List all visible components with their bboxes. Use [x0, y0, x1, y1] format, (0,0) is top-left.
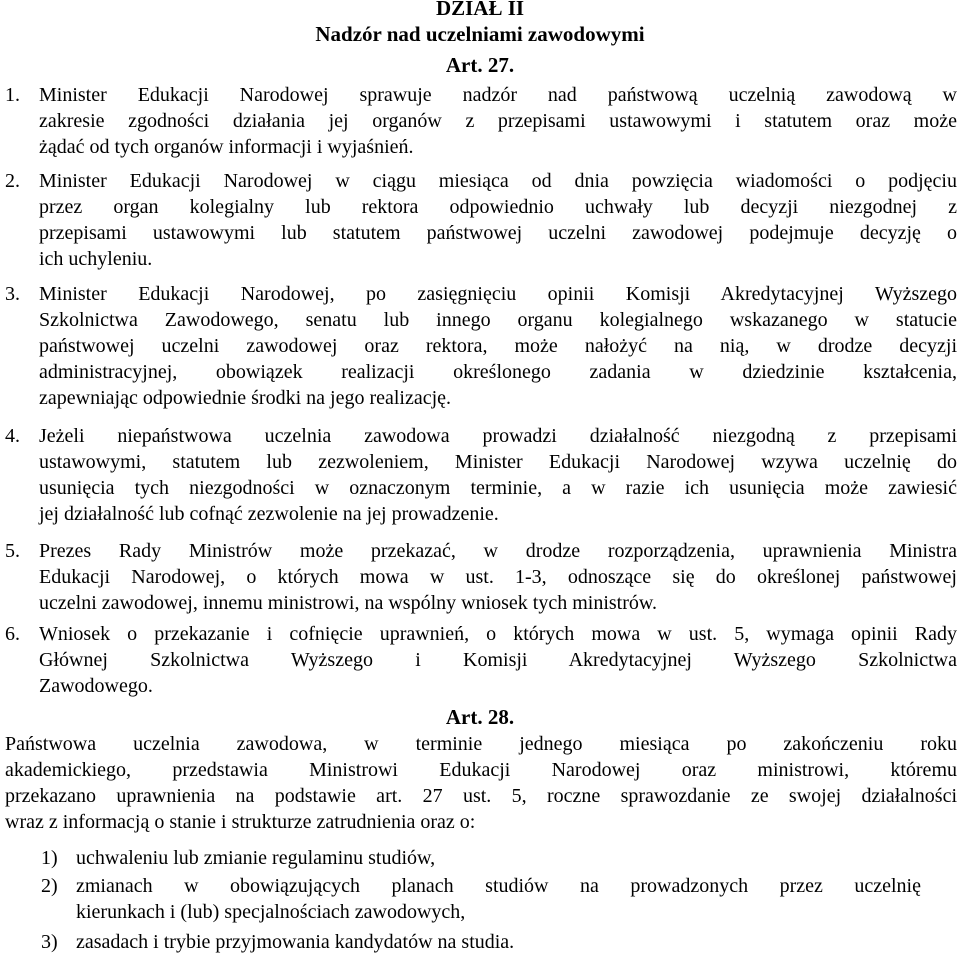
- paragraph-line: ustawowymi, statutem lub zezwoleniem, Minister Edukacji Narodowej wzywa uczelnię do: [39, 451, 957, 473]
- art27-paragraph-5: [5, 538, 957, 616]
- paragraph-line: jej działalność lub cofnąć zezwolenie na jej prowadzenie.: [39, 503, 499, 525]
- paragraph-line: wraz z informacją o stanie i strukturze zatrudnienia oraz o:: [5, 811, 476, 833]
- list-item-number: 2): [41, 875, 58, 897]
- paragraph-number: 4.: [5, 425, 20, 447]
- art28-list-item-1: [41, 845, 921, 871]
- paragraph-line: uczelni zawodowej, innemu ministrowi, na wspólny wniosek tych ministrów.: [39, 592, 658, 614]
- paragraph-line: ich uchyleniu.: [39, 248, 153, 270]
- art27-paragraph-6: [5, 621, 957, 699]
- list-item-line: zmianach w obowiązujących planach studiów na prowadzonych przez uczelnię: [76, 875, 921, 897]
- paragraph-line: Wniosek o przekazanie i cofnięcie uprawnień, o których mowa w ust. 5, wymaga opinii Rady: [39, 623, 957, 645]
- art27-paragraph-3: [5, 281, 957, 411]
- paragraph-line: Szkolnictwa Zawodowego, senatu lub innego organu kolegialnego wskazanego w statucie: [39, 309, 957, 331]
- list-item-line: uchwaleniu lub zmianie regulaminu studiów,: [76, 847, 436, 869]
- paragraph-line: zapewniając odpowiednie środki na jego realizację.: [39, 387, 452, 409]
- paragraph-number: 3.: [5, 283, 20, 305]
- paragraph-number: 5.: [5, 540, 20, 562]
- paragraph-number: 1.: [5, 84, 20, 106]
- paragraph-line: Minister Edukacji Narodowej, po zasięgnięciu opinii Komisji Akredytacyjnej Wyższego: [39, 283, 957, 305]
- art27-paragraph-1: [5, 82, 957, 160]
- art28-list-item-3: [41, 929, 921, 955]
- paragraph-line: przekazano uprawnienia na podstawie art. 27 ust. 5, roczne sprawozdanie ze swojej działalności: [5, 785, 957, 807]
- art27-paragraph-4: [5, 423, 957, 527]
- paragraph-line: przepisami ustawowymi lub statutem państwowej uczelni zawodowej podejmuje decyzję o: [39, 222, 957, 244]
- paragraph-line: Minister Edukacji Narodowej w ciągu miesiąca od dnia powzięcia wiadomości o podjęciu: [39, 170, 957, 192]
- art27-paragraph-2: [5, 168, 957, 272]
- section-subtitle: Nadzór nad uczelniami zawodowymi: [315, 22, 645, 46]
- list-item-line: zasadach i trybie przyjmowania kandydatów na studia.: [76, 931, 515, 953]
- list-item-number: 3): [41, 931, 58, 953]
- paragraph-line: Minister Edukacji Narodowej sprawuje nadzór nad państwową uczelnią zawodową w: [39, 84, 957, 106]
- article-27-heading: Art. 27.: [445, 53, 515, 77]
- paragraph-line: Państwowa uczelnia zawodowa, w terminie jednego miesiąca po zakończeniu roku: [5, 733, 957, 755]
- paragraph-line: przez organ kolegialny lub rektora odpowiednio uchwały lub decyzji niezgodnej z: [39, 196, 957, 218]
- art28-paragraph: [5, 731, 957, 835]
- art28-list-item-2: [41, 873, 921, 925]
- paragraph-line: państwowej uczelni zawodowej oraz rektora, może nałożyć na nią, w drodze decyzji: [39, 335, 957, 357]
- paragraph-line: Prezes Rady Ministrów może przekazać, w drodze rozporządzenia, uprawnienia Ministra: [39, 540, 957, 562]
- paragraph-line: administracyjnej, obowiązek realizacji określonego zadania w dziedzinie kształcenia,: [39, 361, 957, 383]
- paragraph-line: Zawodowego.: [39, 675, 153, 697]
- paragraph-line: Jeżeli niepaństwowa uczelnia zawodowa prowadzi działalność niezgodną z przepisami: [39, 425, 957, 447]
- paragraph-line: Edukacji Narodowej, o których mowa w ust. 1-3, odnoszące się do określonej państwowej: [39, 566, 957, 588]
- list-item-number: 1): [41, 847, 58, 869]
- paragraph-number: 6.: [5, 623, 20, 645]
- article-28-heading: Art. 28.: [445, 705, 515, 729]
- paragraph-line: akademickiego, przedstawia Ministrowi Edukacji Narodowej oraz ministrowi, któremu: [5, 759, 957, 781]
- paragraph-number: 2.: [5, 170, 20, 192]
- paragraph-line: żądać od tych organów informacji i wyjaśnień.: [39, 136, 414, 158]
- paragraph-line: zakresie zgodności działania jej organów z przepisami ustawowymi i statutem oraz może: [39, 110, 957, 132]
- paragraph-line: usunięcia tych niezgodności w oznaczonym terminie, a w razie ich usunięcia może zawiesić: [39, 477, 957, 499]
- section-heading: DZIAŁ II: [435, 0, 525, 20]
- paragraph-line: Głównej Szkolnictwa Wyższego i Komisji Akredytacyjnej Wyższego Szkolnictwa: [39, 649, 957, 671]
- list-item-line: kierunkach i (lub) specjalnościach zawodowych,: [76, 901, 466, 923]
